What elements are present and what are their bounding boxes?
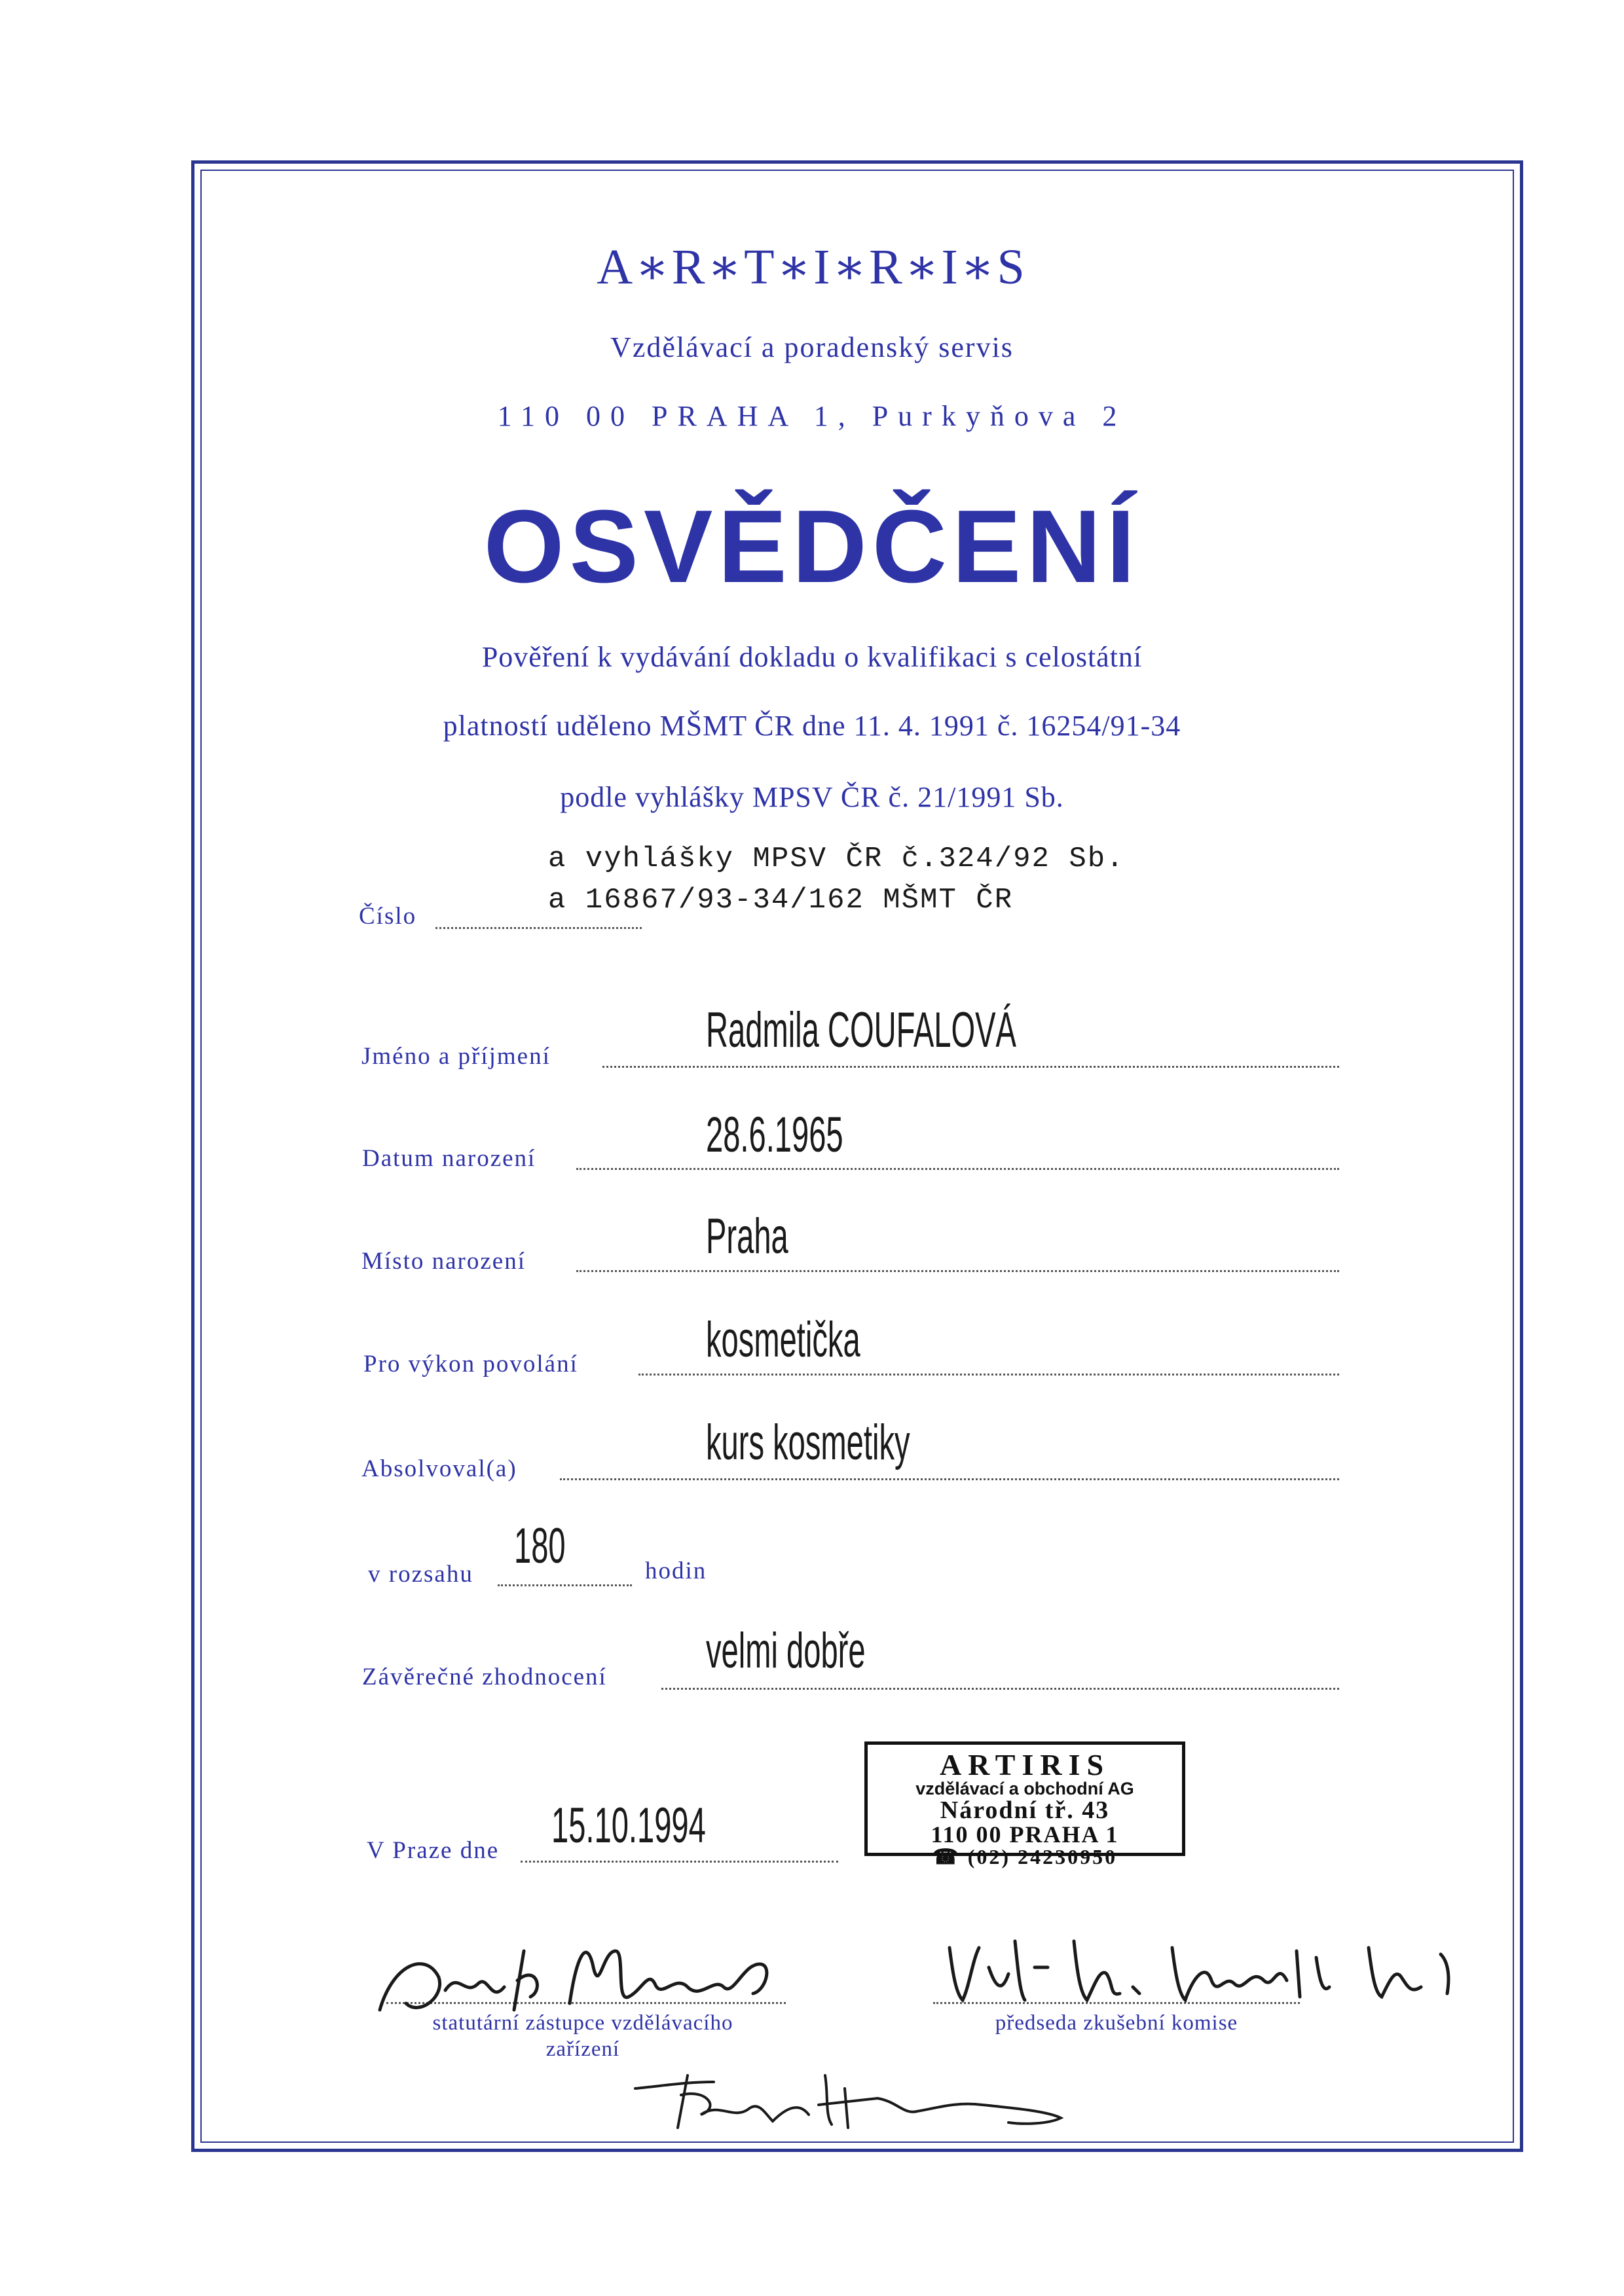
evaluation-label: Závěrečné zhodnocení — [362, 1664, 607, 1690]
right-signature-caption: předseda zkušební komise — [995, 2011, 1238, 2035]
completed-label: Absolvoval(a) — [361, 1455, 517, 1482]
typed-amendment-line-2: a 16867/93-34/162 MŠMT ČR — [548, 884, 1014, 917]
certificate-title: OSVĚDČENÍ — [483, 489, 1141, 604]
authorization-line-1: Pověření k vydávání dokladu o kvalifikaci s celostátní — [481, 641, 1143, 673]
place-date-label: V Praze dne — [367, 1837, 500, 1864]
place-date-dotted-line — [521, 1861, 838, 1863]
birth-place-dotted-line — [576, 1270, 1339, 1272]
name-value: Radmila COUFALOVÁ — [706, 1002, 1016, 1058]
stamp-line-3: Národní tř. 43 — [940, 1796, 1110, 1824]
stamp-line-2: vzdělávací a obchodní AG — [915, 1779, 1134, 1798]
birth-place-label: Místo narození — [361, 1248, 526, 1275]
evaluation-value: velmi dobře — [706, 1623, 866, 1679]
scope-label: v rozsahu — [368, 1561, 473, 1588]
name-label: Jméno a příjmení — [361, 1043, 551, 1070]
birth-date-dotted-line — [576, 1168, 1339, 1170]
left-signature-caption-line-1: statutární zástupce vzdělávacího — [432, 2011, 733, 2035]
profession-value: kosmetička — [706, 1312, 860, 1368]
organization-subtitle: Vzdělávací a poradenský servis — [610, 331, 1014, 363]
authorization-line-2: platností uděleno MŠMT ČR dne 11. 4. 1991 č. 16254/91-34 — [443, 710, 1181, 742]
typed-amendment-line-1: a vyhlášky MPSV ČR č.324/92 Sb. — [548, 843, 1125, 875]
place-date-value: 15.10.1994 — [551, 1798, 706, 1853]
authorization-line-3: podle vyhlášky MPSV ČR č. 21/1991 Sb. — [560, 781, 1064, 813]
bottom-signature — [629, 2062, 1074, 2134]
evaluation-dotted-line — [661, 1688, 1339, 1690]
birth-date-value: 28.6.1965 — [706, 1107, 843, 1163]
scope-value: 180 — [514, 1518, 566, 1574]
completed-dotted-line — [560, 1478, 1339, 1480]
scope-dotted-line — [498, 1584, 632, 1586]
name-dotted-line — [602, 1066, 1339, 1068]
left-signature-caption-line-2: zařízení — [545, 2037, 620, 2061]
organization-stamp — [864, 1741, 1185, 1868]
birth-date-label: Datum narození — [362, 1145, 536, 1172]
stamp-line-4: 110 00 PRAHA 1 — [931, 1821, 1119, 1848]
birth-place-value: Praha — [706, 1209, 788, 1264]
stamp-line-1: ARTIRIS — [939, 1748, 1111, 1781]
completed-value: kurs kosmetiky — [706, 1415, 910, 1470]
profession-label: Pro výkon povolání — [363, 1351, 578, 1377]
scope-unit: hodin — [645, 1558, 707, 1584]
organization-name: A∗R∗T∗I∗R∗I∗S — [597, 240, 1027, 295]
cislo-dotted-line — [435, 927, 642, 929]
profession-dotted-line — [638, 1374, 1339, 1376]
stamp-line-5: ☎ (02) 24230950 — [932, 1845, 1118, 1868]
cislo-label: Číslo — [359, 903, 417, 930]
organization-address: 110 00 PRAHA 1, Purkyňova 2 — [497, 400, 1127, 432]
